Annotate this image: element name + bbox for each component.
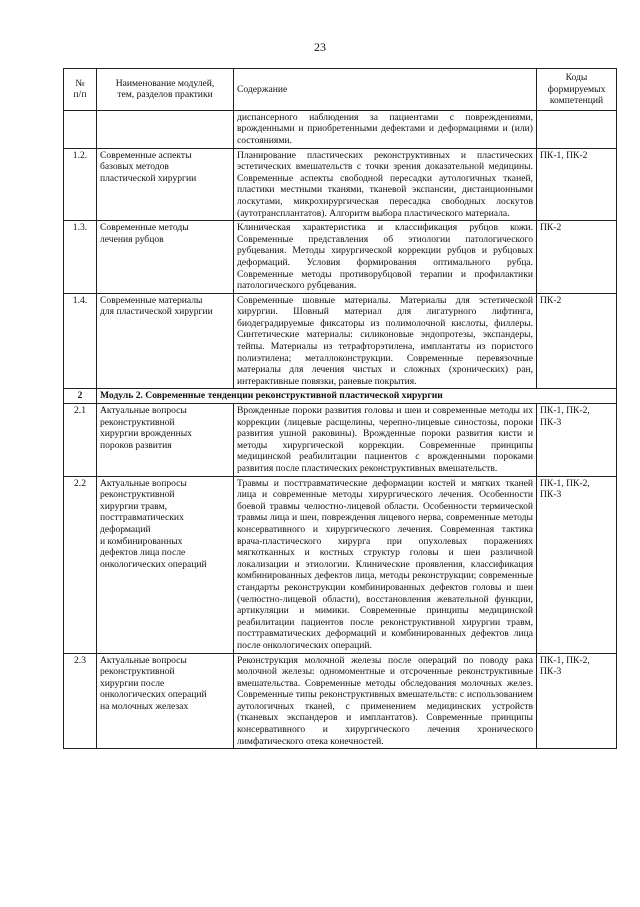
row-name: Современные аспекты базовых методов пластической хирургии <box>97 148 234 221</box>
row-codes: ПК-2 <box>537 221 617 294</box>
row-num: 1.2. <box>64 148 97 221</box>
row-content: диспансерного наблюдения за пациентами с повреждениями, врожденными и приобретенными дефектами и деформациями и (или) состояниями. <box>234 110 537 148</box>
table-row <box>64 653 617 749</box>
row-codes: ПК-1, ПК-2 <box>537 148 617 221</box>
row-content: Планирование пластических реконструктивных и пластических эстетических вмешательств с точки зрения доказательной медицины. Современные аспекты свободной пересадки аутологичных тканей, пластики местными тканями, тканевой экспансии, дистанционными лоскутами, микрохирургическая пересадка свободных лоскутов (аутотрансплантатов). Алгоритм выбора пластического материала. <box>234 148 537 221</box>
row-num: 1.4. <box>64 293 97 389</box>
row-name <box>97 110 234 148</box>
row-name: Современные методы лечения рубцов <box>97 221 234 294</box>
row-codes <box>537 110 617 148</box>
module-title: Модуль 2. Современные тенденции реконструктивной пластической хирургии <box>97 389 617 404</box>
row-codes: ПК-1, ПК-2, ПК-3 <box>537 404 617 477</box>
row-num: 2.1 <box>64 404 97 477</box>
row-content: Клиническая характеристика и классификация рубцов кожи. Современные представления об этиологии патологического рубцевания. Методы хирургической коррекции рубцов и рубцовых деформаций. Условия формирования оптимального рубца. Современные методы противорубцовой терапии и профилактики патологического рубцевания. <box>234 221 537 294</box>
row-name: Актуальные вопросы реконструктивной хирургии травм, посттравматических деформаций и комбинированных дефектов лица после онкологических операций <box>97 476 234 653</box>
table-row <box>64 148 617 221</box>
header-content: Содержание <box>234 69 537 111</box>
page-number: 23 <box>314 40 326 54</box>
module-row <box>64 389 617 404</box>
table-row <box>64 404 617 477</box>
row-codes: ПК-1, ПК-2, ПК-3 <box>537 476 617 653</box>
table-row <box>64 221 617 294</box>
row-num: 2.2 <box>64 476 97 653</box>
table-row-continuation <box>64 110 617 148</box>
row-content: Современные шовные материалы. Материалы для эстетической хирургии. Шовный материал для лигатурного лифтинга, биодеградируемые фиксаторы из полимолочной кислоты, филлеры. Синтетические материалы: силиконовые эндопротезы, экспандеры, тейпы. Материалы из тетрафторэтилена, имплантаты из пористого полиэтилена; металлоконструкции. Современные перевязочные материалы для лечения чистых и сложных (хронических) ран, интерактивные повязки, раневые покрытия. <box>234 293 537 389</box>
row-num: 2.3 <box>64 653 97 749</box>
row-codes: ПК-1, ПК-2, ПК-3 <box>537 653 617 749</box>
header-num: № п/п <box>64 69 97 111</box>
row-content: Реконструкция молочной железы после операций по поводу рака молочной железы: одномоментные и отсроченные реконструктивные вмешательства. Современные методы обследования молочных желез. Современные типы реконструктивных вмешательств: с использованием аутологичных тканей, с применением медицинских устройств (тканевых экспандеров и имплантатов). Современные принципы консервативного и хирургического лечения хронического лимфатического отека конечностей. <box>234 653 537 749</box>
header-codes: Коды формируемых компетенций <box>537 69 617 111</box>
row-name: Актуальные вопросы реконструктивной хирургии врожденных пороков развития <box>97 404 234 477</box>
header-name: Наименование модулей, тем, разделов практики <box>97 69 234 111</box>
row-num: 1.3. <box>64 221 97 294</box>
table-header-row <box>64 69 617 111</box>
table-row <box>64 293 617 389</box>
row-content: Врожденные пороки развития головы и шеи и современные методы их коррекции (лицевые расщелины, черепно-лицевые синостозы, пороки развития ушной раковины). Врожденные пороки развития кисти и методы хирургической коррекции. Современные принципы медицинской реабилитации пациентов с врожденными пороками развития после пластических реконструктивных вмешательств. <box>234 404 537 477</box>
row-name: Актуальные вопросы реконструктивной хирургии после онкологических операций на молочных железах <box>97 653 234 749</box>
row-codes: ПК-2 <box>537 293 617 389</box>
module-num: 2 <box>64 389 97 404</box>
row-content: Травмы и посттравматические деформации костей и мягких тканей лица и современные методы хирургического лечения. Особенности боевой травмы челюстно-лицевой области. Особенности термической травмы лица и шеи, повреждения лицевого нерва, современные методы консервативного и хирургического лечения. Современная тактика врача-пластического хирурга при опухолевых поражениях мягкотканных и костных структур головы и шеи различной локализации и этиологии. Клинические проявления, классификация комбинированных дефектов лица, методы реконструкции; современные стандарты реконструкции комбинированных дефектов головы и шеи (челюстно-лицевой области), восстановления жевательной функции, артикуляции и мимики. Современные принципы медицинской реабилитации пациентов после реконструктивной хирургии травм, посттравматических деформаций и комбинированных дефектов лица после онкологических операций. <box>234 476 537 653</box>
row-num <box>64 110 97 148</box>
table-row <box>64 476 617 653</box>
practice-program-table <box>63 68 617 749</box>
row-name: Современные материалы для пластической хирургии <box>97 293 234 389</box>
